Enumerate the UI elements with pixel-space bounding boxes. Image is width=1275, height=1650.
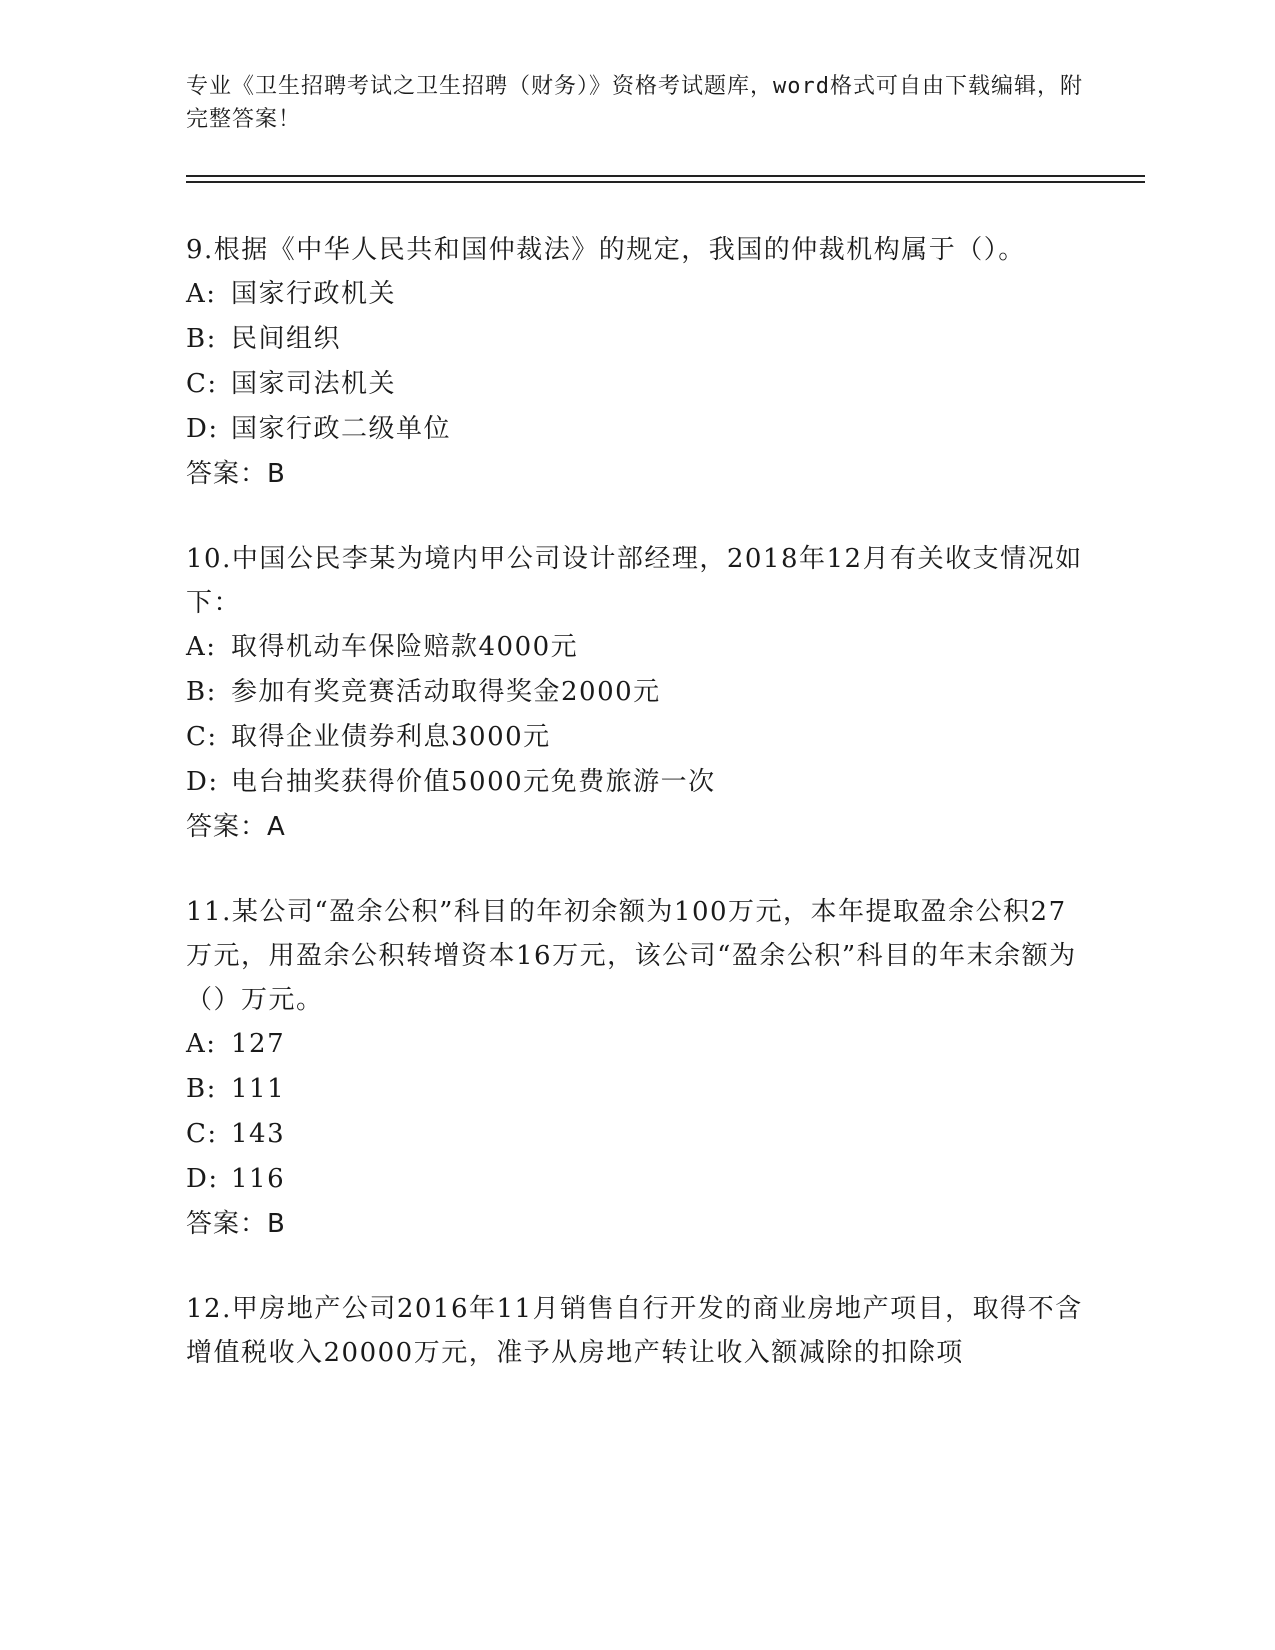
option-text: 143: [231, 1119, 286, 1149]
question-11: [186, 890, 1086, 1247]
option-key: D:: [186, 414, 219, 444]
option-key: A:: [186, 279, 217, 309]
option-key: C:: [186, 722, 218, 752]
option-c: [186, 715, 1086, 760]
option-c: [186, 362, 1086, 407]
option-text: 116: [231, 1164, 286, 1194]
option-b: [186, 670, 1086, 715]
option-key: B:: [186, 1074, 217, 1104]
question-10: [186, 537, 1086, 850]
option-a: [186, 272, 1086, 317]
option-key: A:: [186, 632, 217, 662]
option-key: A:: [186, 1029, 217, 1059]
option-text: 民间组织: [231, 324, 342, 354]
option-b: [186, 317, 1086, 362]
option-d: [186, 760, 1086, 805]
option-text: 取得企业债券利息3000元: [231, 722, 551, 752]
option-text: 国家行政机关: [231, 279, 397, 309]
option-text: 取得机动车保险赔款4000元: [231, 632, 579, 662]
question-text: 9.根据《中华人民共和国仲裁法》的规定，我国的仲裁机构属于（）。: [186, 235, 1026, 265]
option-key: C:: [186, 369, 218, 399]
option-a: [186, 625, 1086, 670]
question-text: 12.甲房地产公司2016年11月销售自行开发的商业房地产项目，取得不含增值税收入20000万元，准予从房地产转让收入额减除的扣除项: [186, 1294, 1083, 1368]
option-d: [186, 407, 1086, 452]
answer-line: 答案：B: [186, 459, 286, 489]
option-text: 国家司法机关: [231, 369, 397, 399]
answer-line: 答案：B: [186, 1209, 286, 1239]
option-text: 参加有奖竞赛活动取得奖金2000元: [231, 677, 661, 707]
option-a: [186, 1022, 1086, 1067]
option-text: 111: [231, 1074, 286, 1104]
option-d: [186, 1157, 1086, 1202]
option-key: D:: [186, 1164, 219, 1194]
question-9: [186, 228, 1086, 497]
option-key: B:: [186, 677, 217, 707]
option-text: 电台抽奖获得价值5000元免费旅游一次: [231, 767, 716, 797]
option-key: C:: [186, 1119, 218, 1149]
header-divider-bottom: [186, 181, 1145, 183]
option-key: D:: [186, 767, 219, 797]
option-text: 国家行政二级单位: [231, 414, 452, 444]
header-divider-top: [186, 175, 1145, 177]
option-text: 127: [231, 1029, 286, 1059]
option-c: [186, 1112, 1086, 1157]
question-text: 11.某公司“盈余公积”科目的年初余额为100万元，本年提取盈余公积27万元，用盈余公积转增资本16万元，该公司“盈余公积”科目的年末余额为（）万元。: [186, 897, 1077, 1015]
question-list: [186, 228, 1086, 1415]
option-key: B:: [186, 324, 217, 354]
option-b: [186, 1067, 1086, 1112]
question-12: [186, 1287, 1086, 1375]
answer-line: 答案：A: [186, 812, 286, 842]
document-intro: 专业《卫生招聘考试之卫生招聘（财务）》资格考试题库，word格式可自由下载编辑，附完整答案！: [186, 74, 1083, 132]
question-text: 10.中国公民李某为境内甲公司设计部经理，2018年12月有关收支情况如下：: [186, 544, 1083, 618]
